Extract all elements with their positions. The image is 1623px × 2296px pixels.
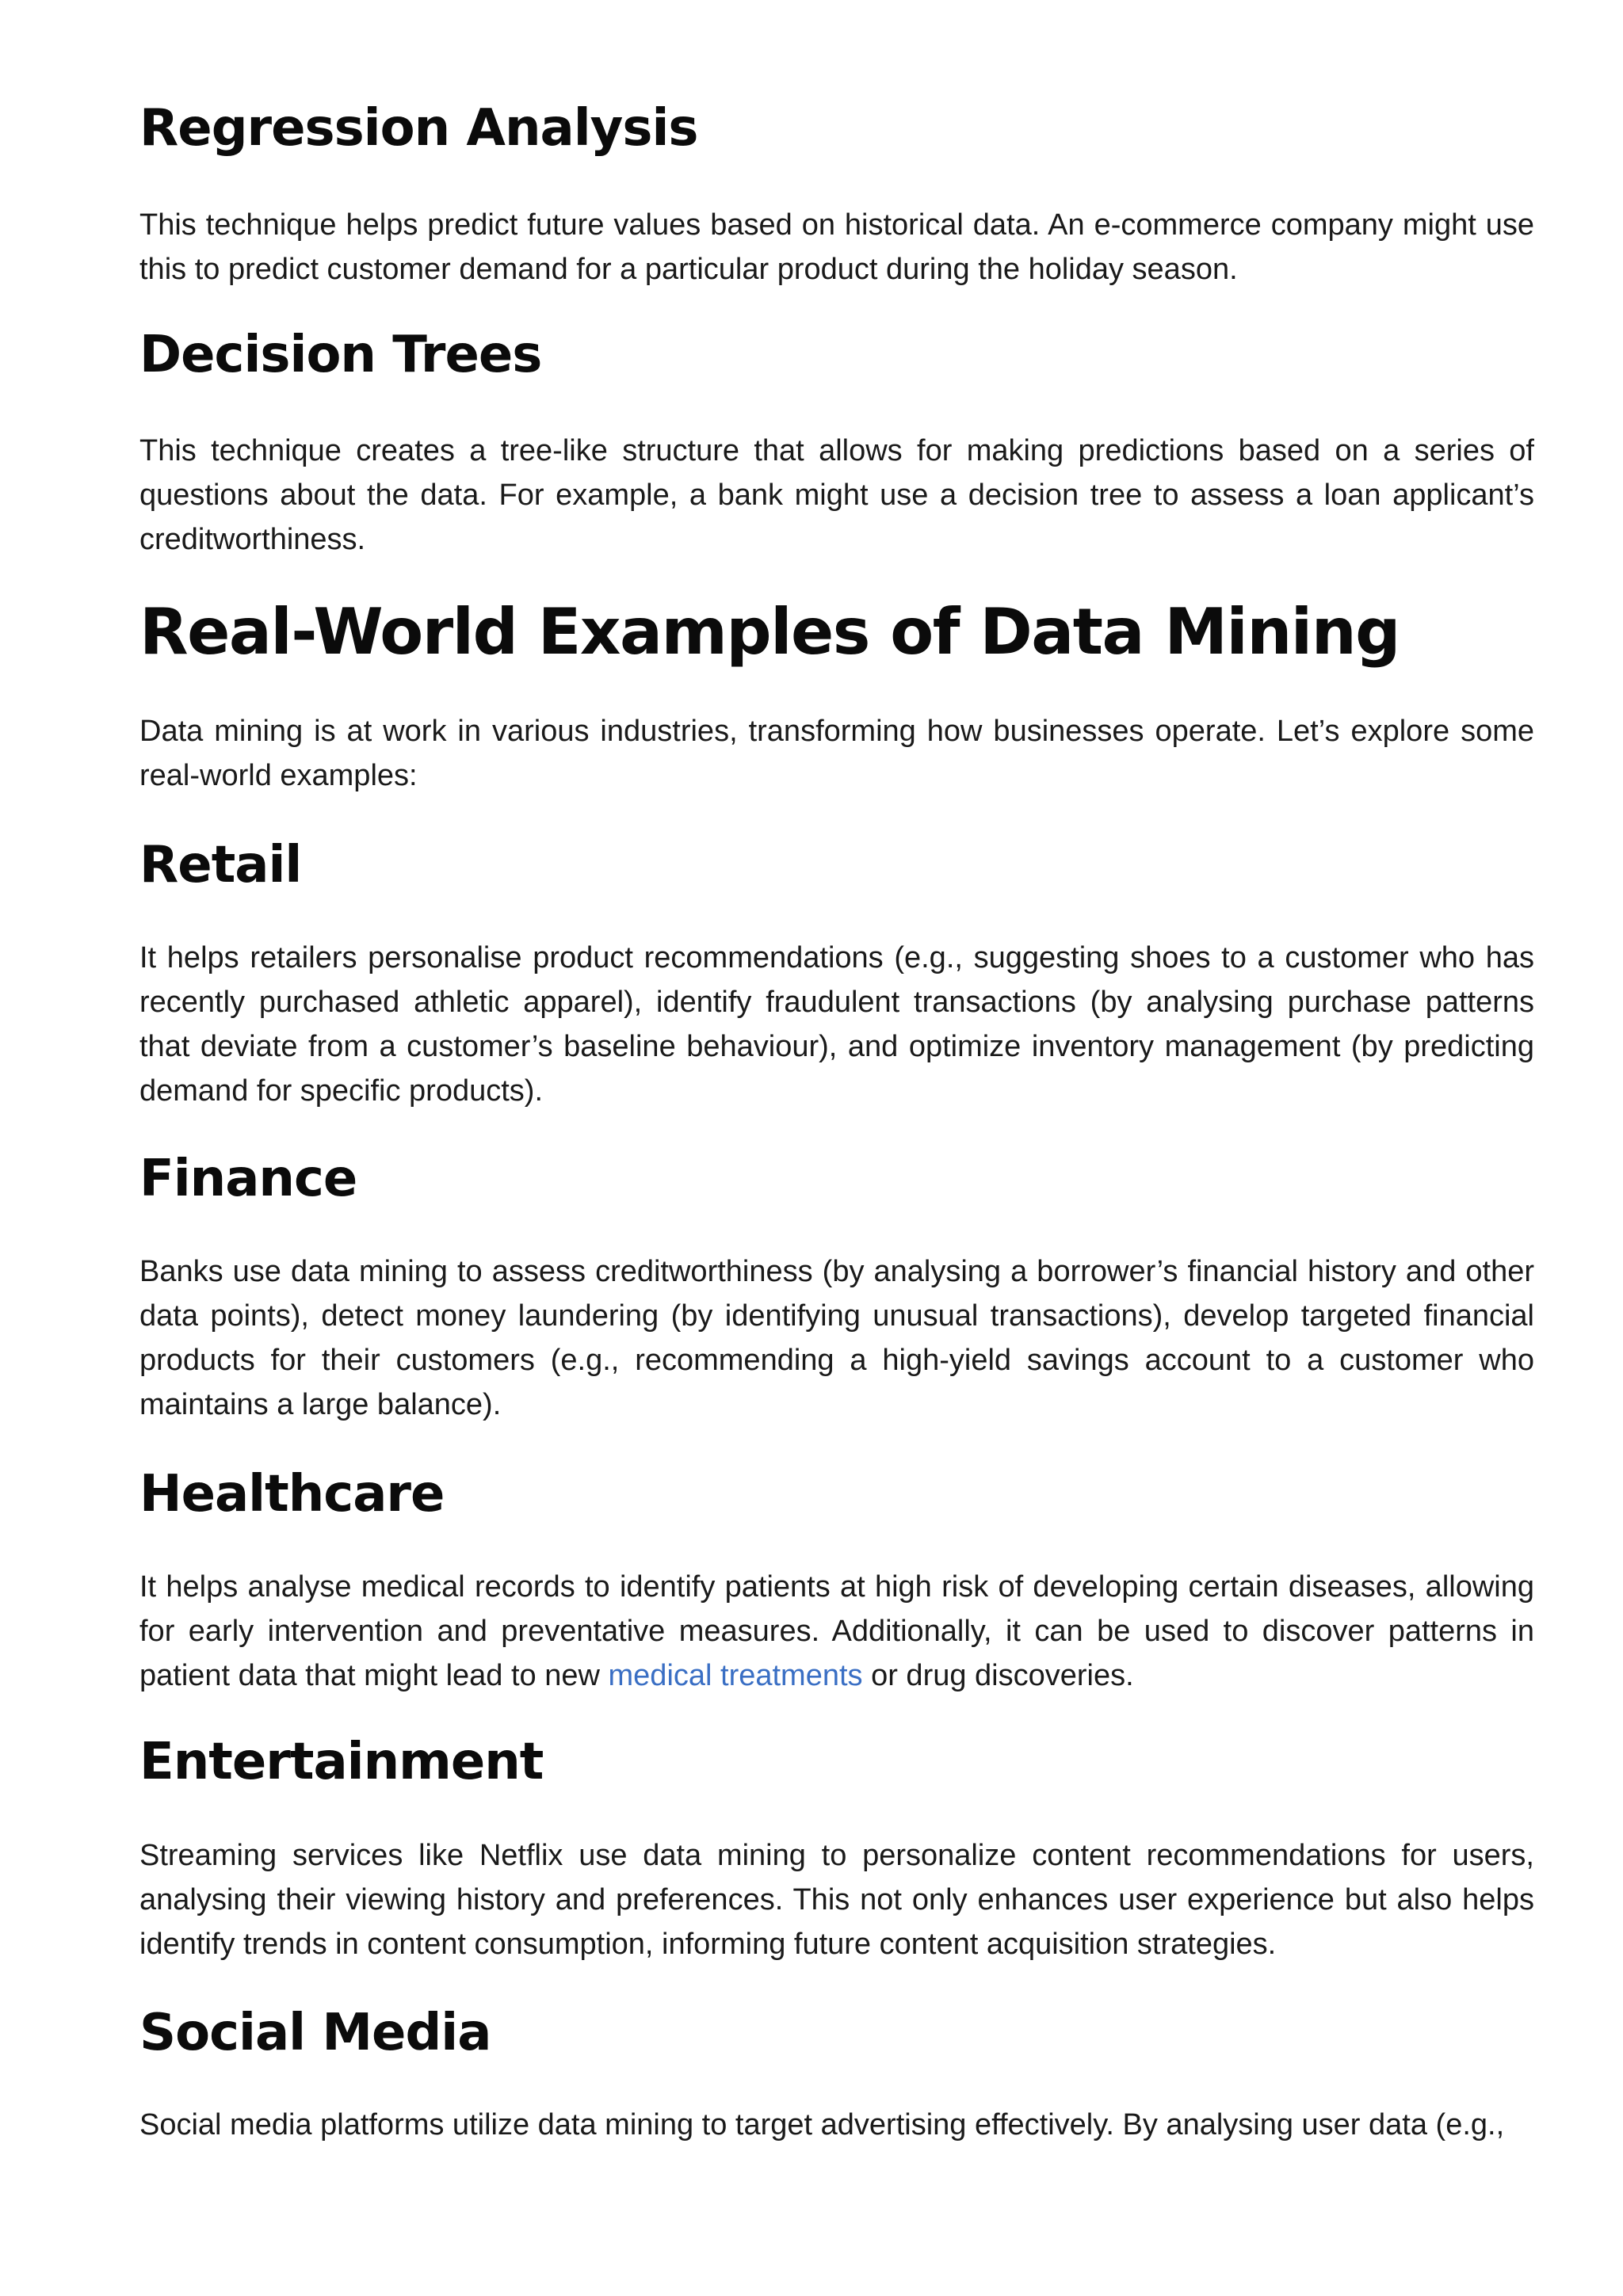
paragraph-text: It helps analyse medical records to identify patients at high risk of developing certain diseases, allowing for early intervention and preventative measures. Additionally, it can be used to discover patterns in patient data that might lead to new — [139, 1570, 1534, 1692]
section-decision-trees — [139, 323, 1534, 387]
paragraph: Banks use data mining to assess creditworthiness (by analysing a borrower’s financial history and other data points), detect money laundering (by identifying unusual transactions), develop targeted financial products for their customers (e.g., recommending a high-yield savings account to a customer who maintains a large balance). — [139, 1255, 1534, 1421]
section-heading: Social Media — [139, 2004, 491, 2062]
page-heading: Real-World Examples of Data Mining — [139, 595, 1400, 669]
section-social-media-text — [139, 2103, 1534, 2147]
section-regression-analysis — [139, 97, 1534, 160]
section-real-world-examples — [139, 593, 1534, 672]
paragraph-text: or drug discoveries. — [862, 1659, 1134, 1692]
medical-treatments-link[interactable]: medical treatments — [608, 1659, 863, 1692]
section-heading: Entertainment — [139, 1733, 544, 1791]
paragraph: Social media platforms utilize data mining to target advertising effectively. By analysing user data (e.g., — [139, 2108, 1505, 2142]
section-heading: Finance — [139, 1150, 357, 1208]
section-healthcare-text — [139, 1565, 1534, 1698]
paragraph: This technique creates a tree-like structure that allows for making predictions based on a series of questions about the data. For example, a bank might use a decision tree to assess a loan applicant’s creditworthiness. — [139, 434, 1534, 556]
section-finance — [139, 1147, 1534, 1211]
section-finance-text — [139, 1249, 1534, 1427]
section-regression-analysis-text — [139, 203, 1534, 292]
paragraph: This technique helps predict future values based on historical data. An e-commerce company might use this to predict customer demand for a particular product during the holiday season. — [139, 208, 1534, 286]
section-social-media — [139, 2001, 1534, 2065]
paragraph: Streaming services like Netflix use data mining to personalize content recommendations for users, analysing their viewing history and preferences. This not only enhances user experience but also helps identify trends in content consumption, informing future content acquisition strategies. — [139, 1839, 1534, 1961]
section-decision-trees-text — [139, 429, 1534, 562]
paragraph: It helps retailers personalise product recommendations (e.g., suggesting shoes to a customer who has recently purchased athletic apparel), identify fraudulent transactions (by analysing purchase patterns that deviate from a customer’s baseline behaviour), and optimize inventory management (by predicting demand for specific products). — [139, 941, 1534, 1108]
section-real-world-examples-text — [139, 709, 1534, 798]
section-heading: Regression Analysis — [139, 99, 698, 158]
section-heading: Decision Trees — [139, 326, 542, 384]
section-entertainment — [139, 1730, 1534, 1794]
section-heading: Healthcare — [139, 1465, 445, 1524]
section-heading: Retail — [139, 836, 302, 894]
section-healthcare — [139, 1463, 1534, 1526]
section-retail — [139, 833, 1534, 897]
paragraph: Data mining is at work in various industries, transforming how businesses operate. Let’s explore some real-world examples: — [139, 715, 1534, 792]
section-retail-text — [139, 936, 1534, 1113]
section-entertainment-text — [139, 1833, 1534, 1966]
paragraph — [139, 1565, 1534, 1698]
